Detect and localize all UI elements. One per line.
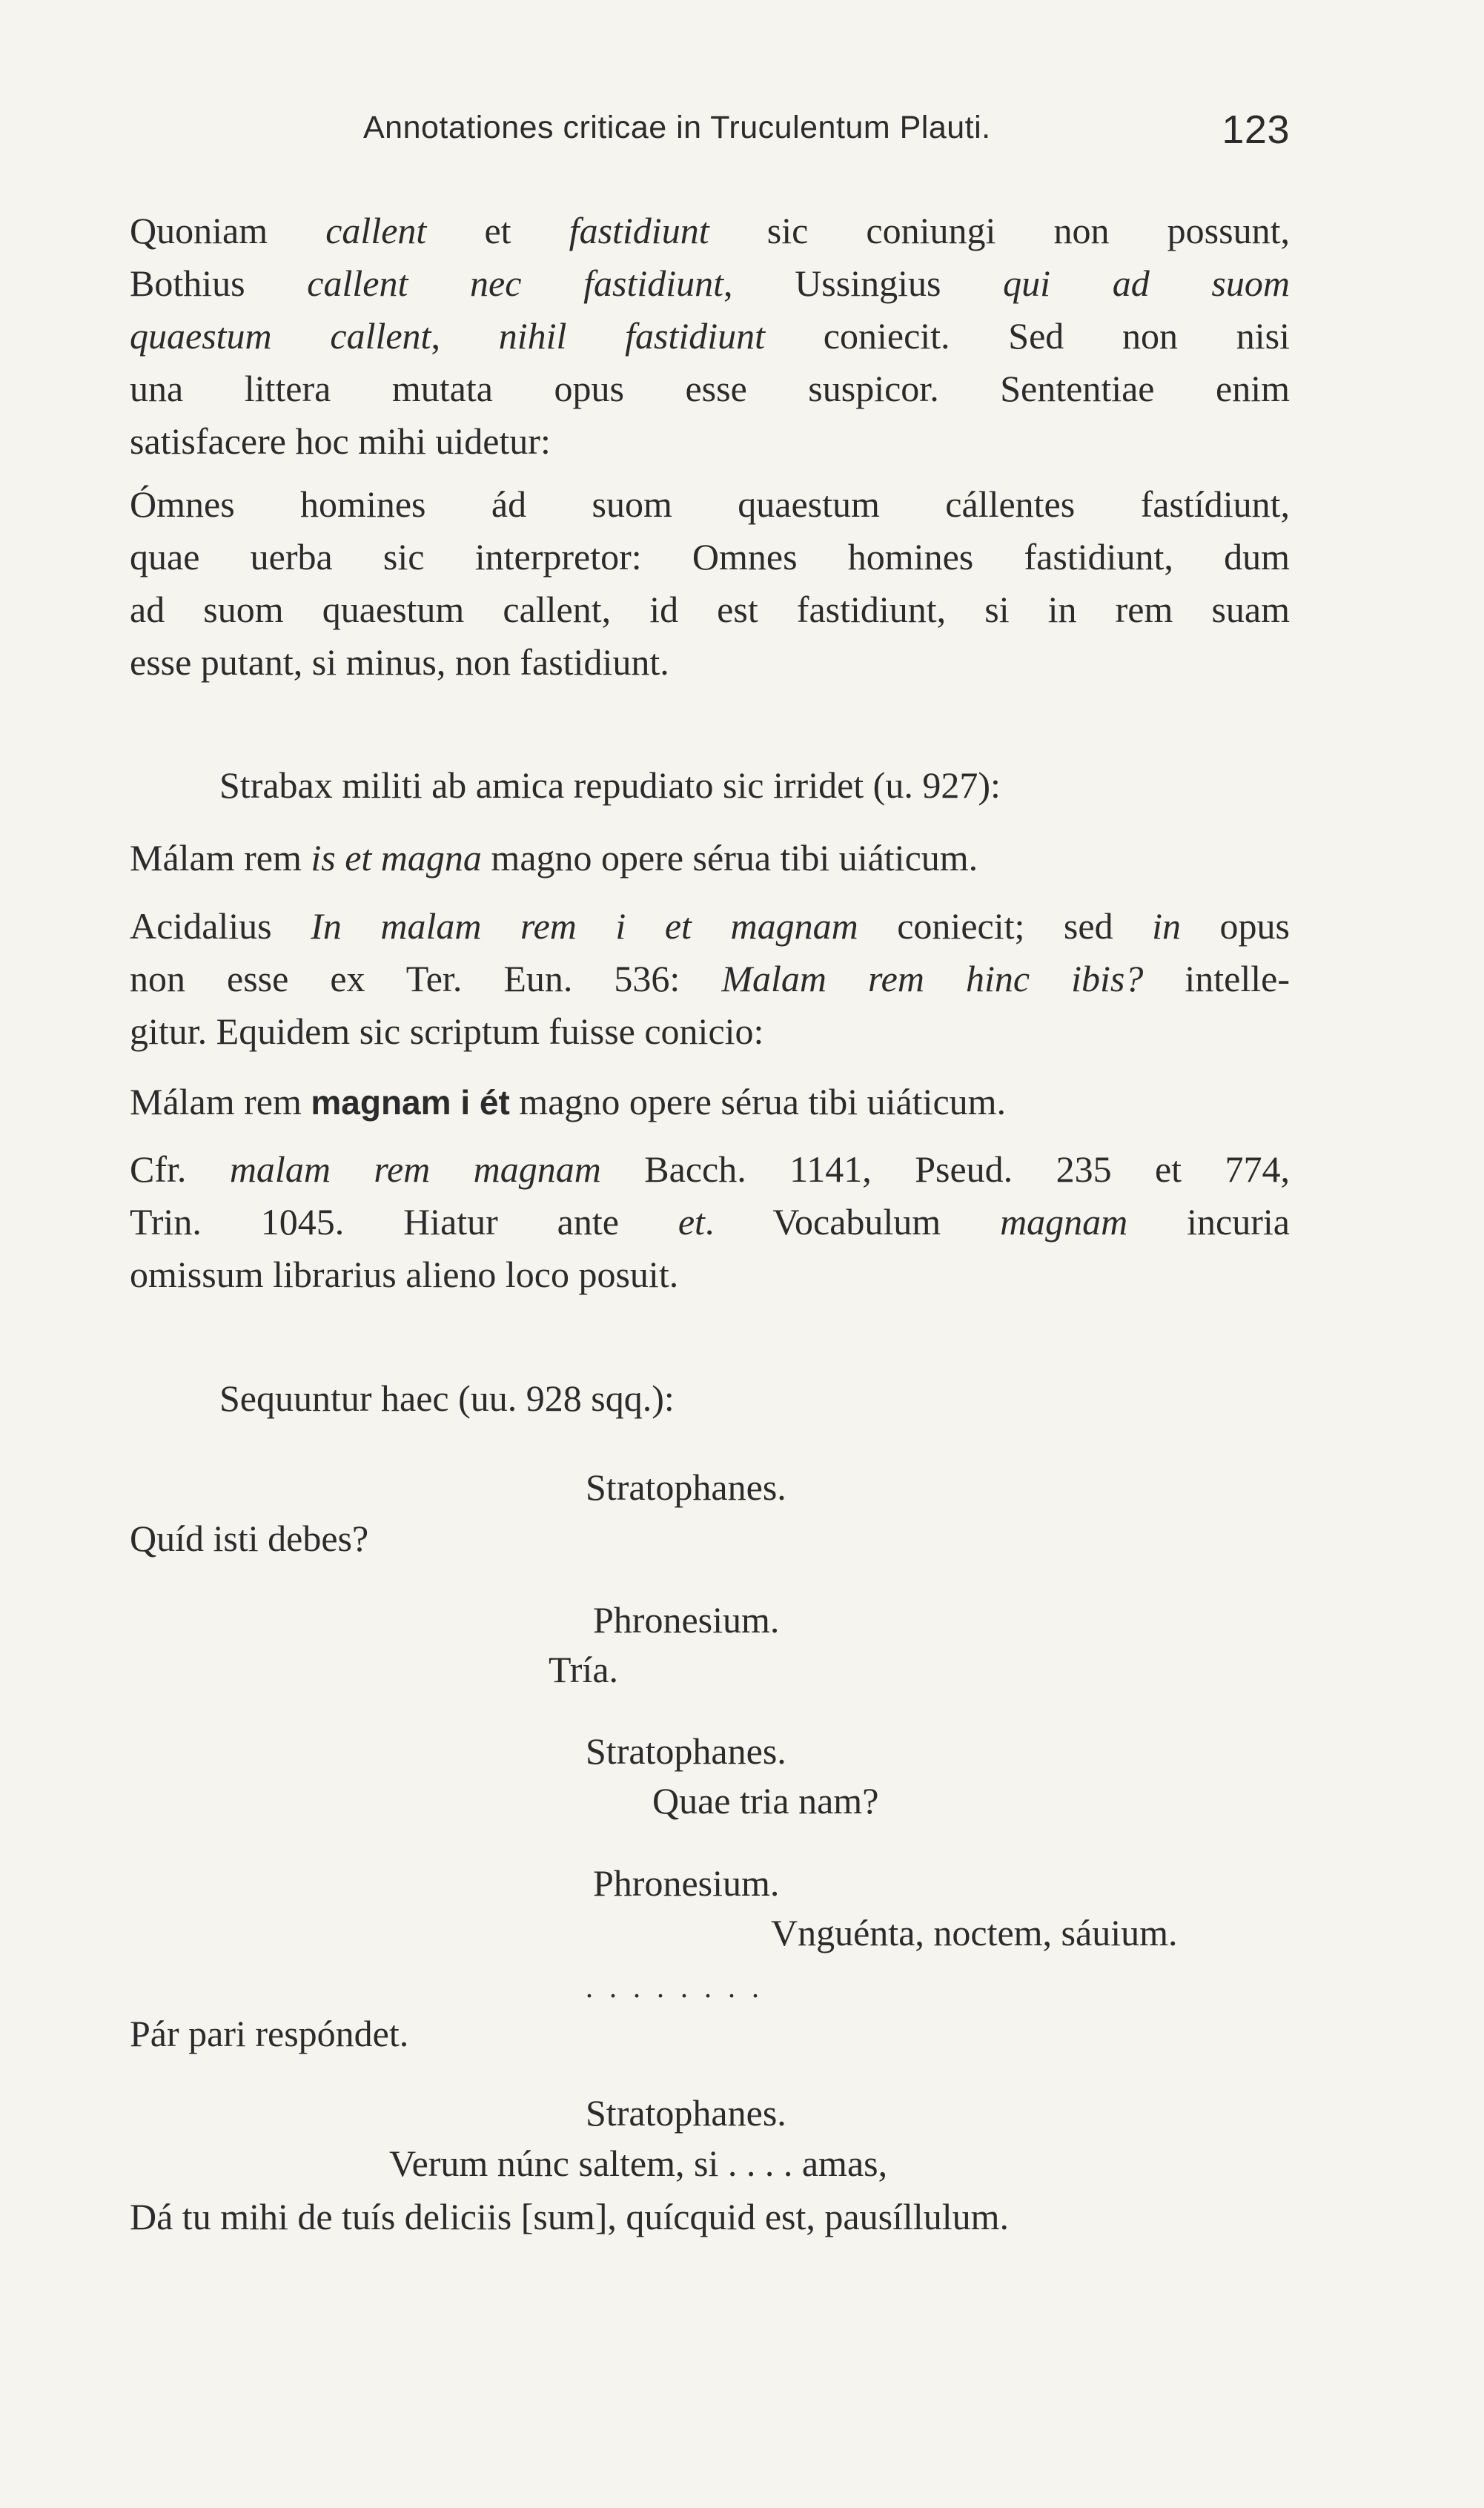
dialogue-line-3: Quae tria nam? [652,1780,879,1822]
italic-term: malam rem magnam [229,1148,601,1190]
dialogue-line-1: Quíd isti debes? [130,1518,369,1559]
speaker-stratophanes-3: Stratophanes. [586,2092,786,2134]
text-line: Ómnes homines ád suom quaestum cállentes fastídiunt, [130,483,1290,525]
italic-term: magnam [1000,1201,1128,1243]
running-header [363,107,1290,162]
text-line: quaestum callent, nihil fastidiunt coniecit. Sed non nisi [130,315,1291,357]
text-line: Acidalius In malam rem i et magnam coniecit; sed in opus [130,905,1291,947]
verse-quote-1: Málam rem is et magna magno opere sérua tibi uiáticum. [130,837,978,879]
dialogue-line-4: Vnguénta, noctem, sáuium. [771,1912,1178,1953]
italic-term: In malam rem i et magnam [311,905,858,947]
text-line: gitur. Equidem sic scriptum fuisse conicio: [130,1010,764,1052]
text-line: esse putant, si minus, non fastidiunt. [130,641,669,683]
text-line: Cfr. malam rem magnam Bacch. 1141, Pseud. 235 et 774, [130,1148,1290,1190]
verse2-before: Málam rem [130,1081,311,1122]
text-line: ad suom quaestum callent, id est fastidiunt, si in rem suam [130,589,1290,630]
text-line: una littera mutata opus esse suspicor. Sententiae enim [130,368,1290,409]
italic-term: is et magna [311,837,482,879]
verse2-emphasis: magnam i ét [311,1083,510,1122]
italic-term: callent nec fastidiunt [307,262,724,304]
dialogue-line-5: Pár pari respóndet. [130,2013,409,2054]
speaker-stratophanes-2: Stratophanes. [586,1730,786,1772]
italic-term: quaestum callent [130,315,431,357]
text-line: omissum librarius alieno loco posuit. [130,1254,679,1295]
paragraph-4 [130,900,1290,1058]
paragraph-2 [130,478,1290,689]
speaker-stratophanes-1: Stratophanes. [586,1466,786,1508]
dialogue-line-2: Tría. [549,1649,619,1690]
italic-term: qui ad suom [1003,262,1290,304]
ellipsis-dots: . . . . . . . . [586,1971,763,2004]
italic-term: et [678,1201,705,1243]
paragraph-5 [130,1143,1290,1301]
text-line: non esse ex Ter. Eun. 536: Malam rem hinc ibis? intelle- [130,958,1290,999]
text-line: Bothius callent nec fastidiunt, Ussingius qui ad suom [130,262,1290,304]
text-line: Trin. 1045. Hiatur ante et. Vocabulum magnam incuria [130,1201,1290,1243]
paragraph-6: Sequuntur haec (uu. 928 sqq.): [219,1377,675,1419]
text-line: Quoniam callent et fastidiunt sic coniungi non possunt, [130,210,1290,251]
italic-term: fastidiunt [569,210,709,251]
italic-term: callent [325,210,427,251]
text-line: quae uerba sic interpretor: Omnes homines fastidiunt, dum [130,536,1290,578]
dialogue-line-7: Dá tu mihi de tuís deliciis [sum], quícquid est, pausíllulum. [130,2196,1009,2237]
page-number: 123 [1222,107,1290,152]
paragraph-3: Strabax militi ab amica repudiato sic irridet (u. 927): [219,764,1001,806]
speaker-phronesium-1: Phronesium. [593,1599,780,1641]
italic-term: in [1152,905,1182,947]
text-line: satisfacere hoc mihi uidetur: [130,420,551,462]
speaker-phronesium-2: Phronesium. [593,1862,780,1904]
italic-term: Malam rem hinc ibis? [721,958,1144,999]
italic-term: nihil fastidiunt [498,315,766,357]
verse2-after: magno opere sérua tibi uiáticum. [509,1081,1007,1122]
verse-quote-2 [130,1076,1006,1129]
dialogue-line-6: Verum núnc saltem, si . . . . amas, [389,2143,888,2184]
running-title: Annotationes criticae in Truculentum Plauti. [363,110,991,145]
paragraph-1 [130,205,1290,468]
